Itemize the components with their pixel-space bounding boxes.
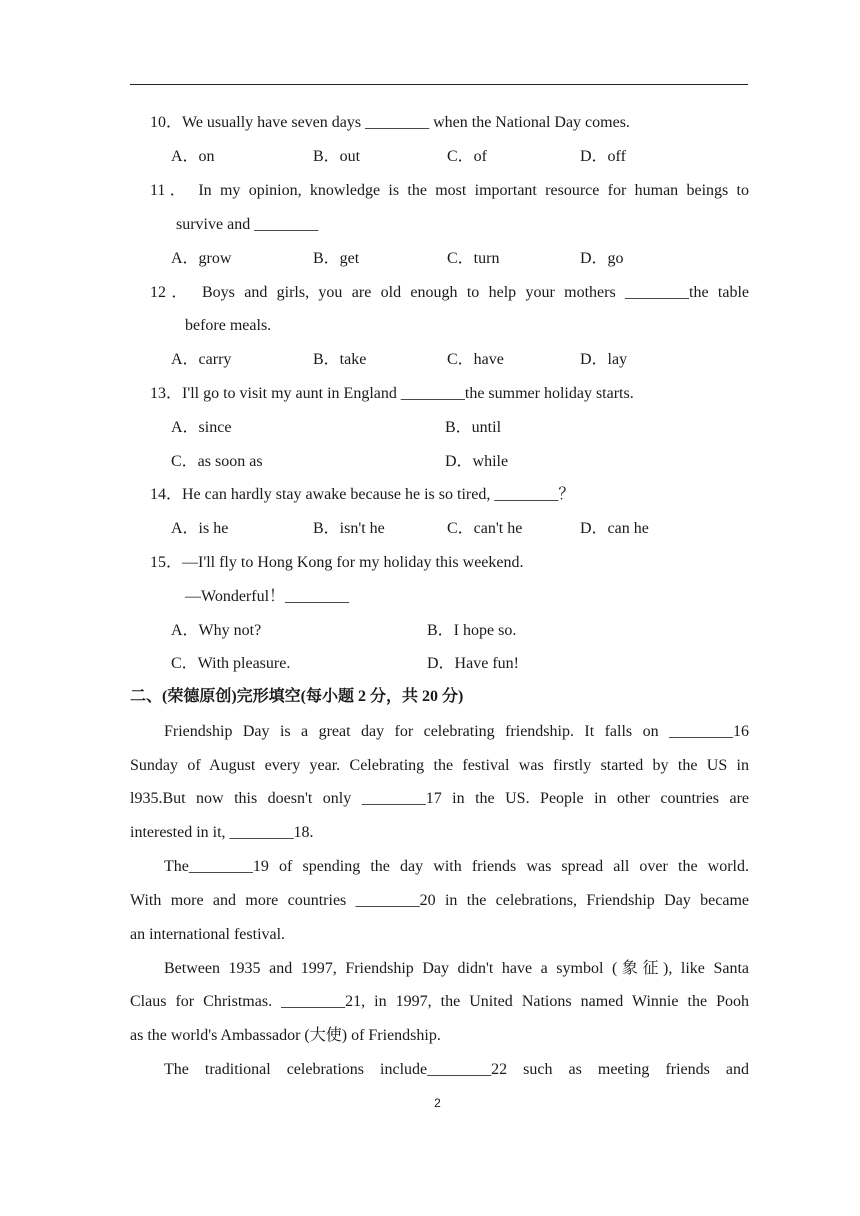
- q12-option-a: A．carry: [171, 351, 232, 368]
- q13-option-c: C．as soon as: [171, 453, 263, 470]
- passage-line: Friendship Day is a great day for celebrating friendship. It falls on ________16: [164, 723, 749, 740]
- q15-option-d: D．Have fun!: [427, 655, 519, 672]
- question-12-continued: before meals.: [185, 317, 272, 334]
- section-heading: 二、(荣德原创)完形填空(每小题 2 分，共 20 分): [130, 688, 464, 705]
- passage-line: With more and more countries ________20 in the celebrations, Friendship Day became: [130, 892, 749, 909]
- q10-option-a: A．on: [171, 148, 215, 165]
- q15-option-c: C．With pleasure.: [171, 655, 291, 672]
- page-number: 2: [434, 1096, 441, 1110]
- question-13: 13．I'll go to visit my aunt in England ________the summer holiday starts.: [150, 385, 634, 402]
- q14-option-a: A．is he: [171, 520, 229, 537]
- q14-option-b: B．isn't he: [313, 520, 385, 537]
- question-15: 15．—I'll fly to Hong Kong for my holiday this weekend.: [150, 554, 524, 571]
- passage-line: The traditional celebrations include________22 such as meeting friends and: [164, 1061, 749, 1078]
- q13-option-a: A．since: [171, 419, 232, 436]
- q14-option-c: C．can't he: [447, 520, 523, 537]
- question-15-continued: —Wonderful！________: [185, 588, 350, 605]
- q10-option-c: C．of: [447, 148, 488, 165]
- passage-line: an international festival.: [130, 926, 286, 943]
- q12-option-c: C．have: [447, 351, 504, 368]
- passage-line: Sunday of August every year. Celebrating the festival was firstly started by the US in: [130, 757, 749, 774]
- q13-option-b: B．until: [445, 419, 502, 436]
- q11-option-b: B．get: [313, 250, 360, 267]
- q11-option-a: A．grow: [171, 250, 232, 267]
- q14-option-d: D．can he: [580, 520, 649, 537]
- passage-line: Between 1935 and 1997, Friendship Day didn't have a symbol (象征), like Santa: [164, 960, 749, 977]
- question-11-continued: survive and ________: [176, 216, 319, 233]
- header-rule: [130, 84, 748, 85]
- question-12: 12． Boys and girls, you are old enough to help your mothers ________the table: [150, 284, 749, 301]
- passage-line: interested in it, ________18.: [130, 824, 314, 841]
- question-14: 14．He can hardly stay awake because he is so tired, ________？: [150, 486, 575, 503]
- q12-option-d: D．lay: [580, 351, 628, 368]
- q15-option-b: B．I hope so.: [427, 622, 517, 639]
- q10-option-b: B．out: [313, 148, 361, 165]
- q15-option-a: A．Why not?: [171, 622, 262, 639]
- q11-option-c: C．turn: [447, 250, 500, 267]
- passage-line: The________19 of spending the day with friends was spread all over the world.: [164, 858, 749, 875]
- question-11: 11． In my opinion, knowledge is the most important resource for human beings to: [150, 182, 749, 199]
- q13-option-d: D．while: [445, 453, 509, 470]
- q11-option-d: D．go: [580, 250, 624, 267]
- question-10: 10．We usually have seven days ________ when the National Day comes.: [150, 114, 630, 131]
- q10-option-d: D．off: [580, 148, 626, 165]
- passage-line: as the world's Ambassador (大使) of Friendship.: [130, 1027, 441, 1044]
- passage-line: l935.But now this doesn't only ________17 in the US. People in other countries are: [130, 790, 749, 807]
- q12-option-b: B．take: [313, 351, 367, 368]
- passage-line: Claus for Christmas. ________21, in 1997, the United Nations named Winnie the Pooh: [130, 993, 749, 1010]
